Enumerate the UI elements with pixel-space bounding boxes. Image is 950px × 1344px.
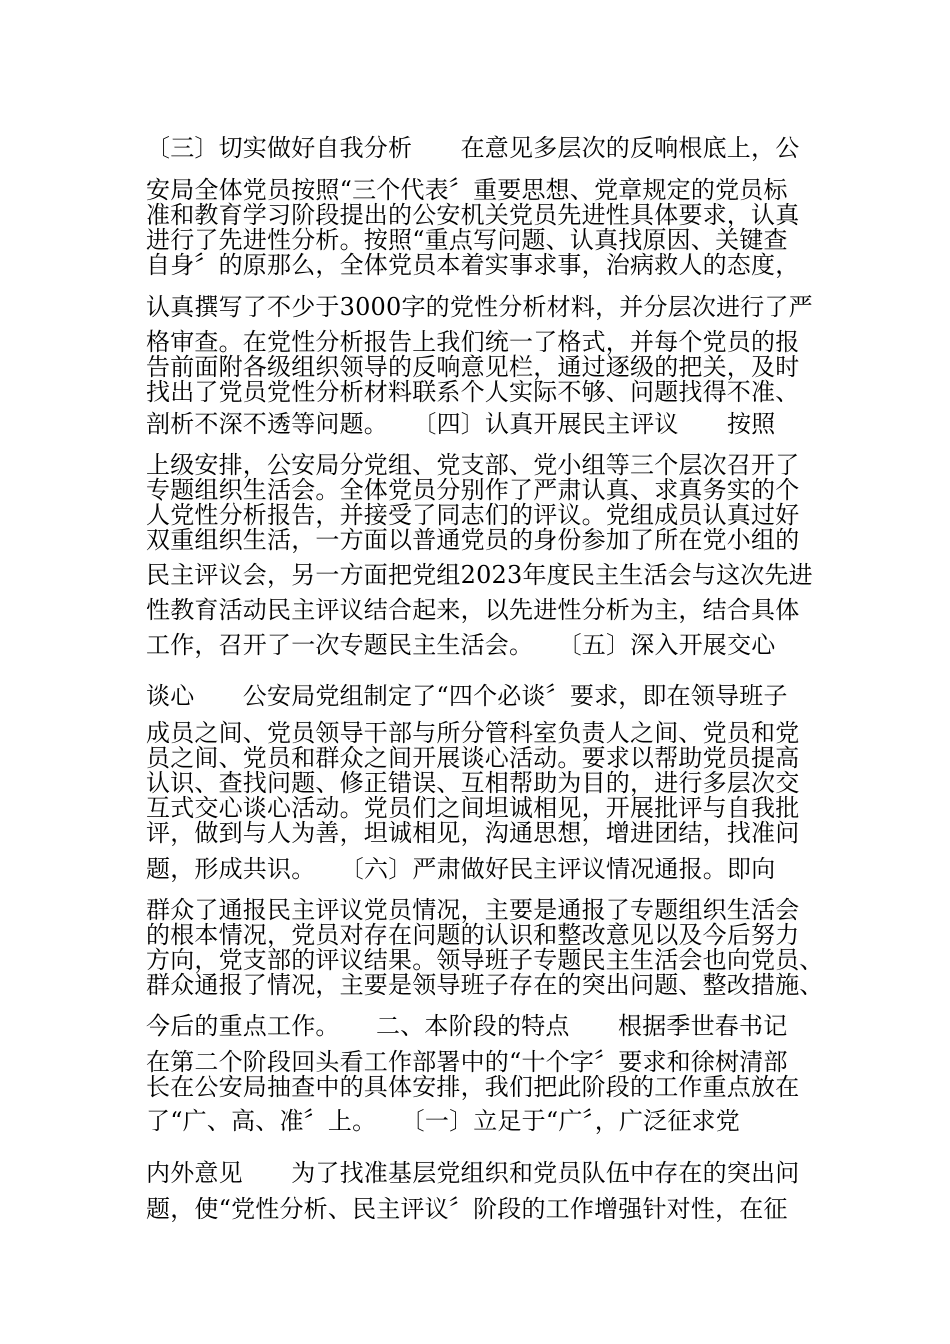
text-line: 进行了先进性分析。按照“重点写问题、认真找原因、关键查 bbox=[146, 226, 788, 254]
text-line: 专题组织生活会。全体党员分别作了严肃认真、求真务实的个 bbox=[146, 476, 800, 504]
text-line: 工作，召开了一次专题民主生活会。 〔五〕深入开展交心 bbox=[146, 631, 776, 659]
text-line: 双重组织生活，一方面以普通党员的身份参加了所在党小组的 bbox=[146, 526, 800, 554]
text-line: 认真撰写了不少于3000字的党性分析材料，并分层次进行了严 bbox=[146, 293, 813, 321]
text-line: 评，做到与人为善，坦诚相见，沟通思想，增进团结，找准问 bbox=[146, 819, 800, 847]
text-line: 找出了党员党性分析材料联系个人实际不够、问题找得不准、 bbox=[146, 378, 800, 406]
text-line: 性教育活动民主评议结合起来，以先进性分析为主，结合具体 bbox=[146, 596, 800, 624]
text-line: 在第二个阶段回头看工作部署中的“十个字〞要求和徐树清部 bbox=[146, 1048, 788, 1076]
text-line: 员之间、党员和群众之间开展谈心活动。要求以帮助党员提高 bbox=[146, 744, 800, 772]
text-line: 告前面附各级组织领导的反响意见栏，通过逐级的把关，及时 bbox=[146, 353, 800, 381]
text-line: 格审查。在党性分析报告上我们统一了格式，并每个党员的报 bbox=[146, 328, 800, 356]
text-line: 上级安排，公安局分党组、党支部、党小组等三个层次召开了 bbox=[146, 451, 800, 479]
text-line: 民主评议会，另一方面把党组2023年度民主生活会与这次先进 bbox=[146, 561, 813, 589]
text-line: 人党性分析报告，并接受了同志们的评议。党组成员认真过好 bbox=[146, 501, 800, 529]
text-line: 了“广、高、准〞上。 〔一〕立足于“广〞，广泛征求党 bbox=[146, 1107, 740, 1135]
text-line: 内外意见 为了找准基层党组织和党员队伍中存在的突出问 bbox=[146, 1159, 800, 1187]
text-line: 互式交心谈心活动。党员们之间坦诚相见，开展批评与自我批 bbox=[146, 794, 800, 822]
text-line: 剖析不深不透等问题。 〔四〕认真开展民主评议 按照 bbox=[146, 410, 776, 438]
text-line: 题，使“党性分析、民主评议〞阶段的工作增强针对性，在征 bbox=[146, 1195, 788, 1223]
text-line: 的根本情况，党员对存在问题的认识和整改意见以及今后努力 bbox=[146, 921, 800, 949]
text-line: 准和教育学习阶段提出的公安机关党员先进性具体要求，认真 bbox=[146, 201, 800, 229]
text-line: 方向，党支部的评议结果。领导班子专题民主生活会也向党员、 bbox=[146, 946, 824, 974]
text-line: 安局全体党员按照“三个代表〞重要思想、党章规定的党员标 bbox=[146, 176, 788, 204]
text-line: 认识、查找问题、修正错误、互相帮助为目的，进行多层次交 bbox=[146, 769, 800, 797]
text-line: 成员之间、党员领导干部与所分管科室负责人之间、党员和党 bbox=[146, 719, 800, 747]
text-line: 群众了通报民主评议党员情况，主要是通报了专题组织生活会 bbox=[146, 896, 800, 924]
text-line: 〔三〕切实做好自我分析 在意见多层次的反响根底上，公 bbox=[146, 134, 800, 162]
text-line: 长在公安局抽查中的具体安排，我们把此阶段的工作重点放在 bbox=[146, 1073, 800, 1101]
text-line: 今后的重点工作。 二、本阶段的特点 根据季世春书记 bbox=[146, 1012, 788, 1040]
text-line: 题，形成共识。 〔六〕严肃做好民主评议情况通报。即向 bbox=[146, 855, 776, 883]
text-line: 群众通报了情况，主要是领导班子存在的突出问题、整改措施、 bbox=[146, 971, 824, 999]
text-line: 自身〞的原那么，全体党员本着实事求事，治病救人的态度， bbox=[146, 251, 800, 279]
text-line: 谈心 公安局党组制定了“四个必谈〞要求，即在领导班子 bbox=[146, 682, 788, 710]
